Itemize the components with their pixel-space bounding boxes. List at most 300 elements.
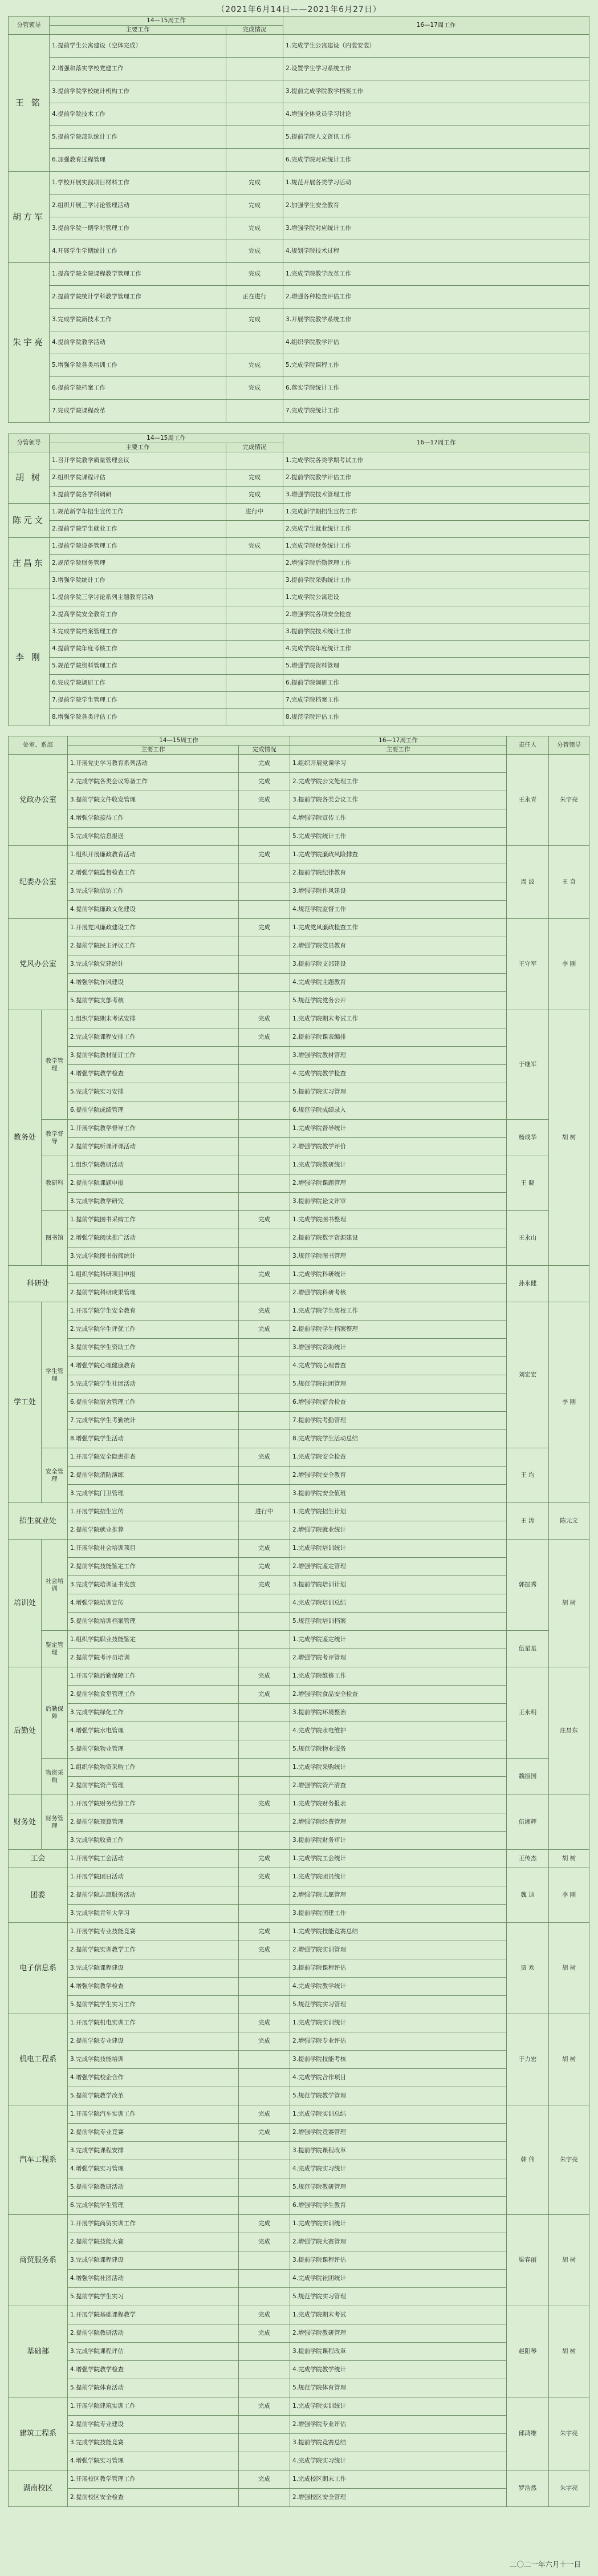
work-item-week2: 2.增强学院鉴定管理 <box>290 1558 507 1576</box>
table-row <box>9 1740 589 1759</box>
work-item-week2: 3.提前学院技术统计工作 <box>283 623 589 641</box>
completion-status <box>239 1430 290 1448</box>
completion-status <box>239 1631 290 1649</box>
responsible-person: 王永明 <box>507 1667 549 1759</box>
work-item-week2: 1.完成学院团员统计 <box>290 1868 507 1886</box>
work-item-week2: 1.完成学院实训统计 <box>290 2215 507 2233</box>
completion-status: 完成 <box>239 1266 290 1284</box>
work-item-week2: 1.完成学院实训总结 <box>290 2105 507 2124</box>
completion-status: 完成 <box>226 354 283 377</box>
work-item-week2: 3.开展学院教学系统工作 <box>283 309 589 331</box>
table-row <box>9 1174 589 1193</box>
work-item-week1: 3.完成学院新技术工作 <box>50 309 226 331</box>
table-row <box>9 1101 589 1120</box>
table-row <box>9 2105 589 2124</box>
table-row <box>9 641 589 658</box>
work-item-week2: 1.完成学院安全检查 <box>290 1448 507 1467</box>
work-item-week1: 7.完成学院课程改革 <box>50 400 226 423</box>
work-item-week1: 1.组织学院职业技能鉴定 <box>68 1631 239 1649</box>
work-item-week1: 1.开展学院汽车实训工作 <box>68 2105 239 2124</box>
leader-table-2 <box>8 434 589 726</box>
sub-department-name: 社会培训 <box>42 1540 68 1631</box>
sub-department-name: 安全管理 <box>42 1448 68 1503</box>
work-item-week2: 1.完成学院实训统计 <box>290 2014 507 2032</box>
table-row <box>9 521 589 538</box>
completion-status: 进行中 <box>239 1503 290 1521</box>
completion-status <box>239 1065 290 1083</box>
work-item-week1: 3.完成学院图书借阅统计 <box>68 1248 239 1266</box>
work-item-week1: 2.增强和落实学校党建工作 <box>50 58 226 80</box>
responsible-person: 周 波 <box>507 846 549 919</box>
work-item-week2: 1.完成学院财务报表 <box>290 1795 507 1813</box>
completion-status: 完成 <box>239 2470 290 2489</box>
completion-status: 完成 <box>239 2306 290 2324</box>
work-item-week1: 1.提高学院全院课程教学管理工作 <box>50 263 226 286</box>
work-item-week2: 3.提前完成学院教学档案工作 <box>283 80 589 103</box>
work-item-week2: 2.增强学院志愿管理 <box>290 1886 507 1905</box>
table-row <box>9 2379 589 2397</box>
completion-status <box>239 1339 290 1357</box>
work-item-week1: 2.提前学院考评员培训 <box>68 1649 239 1667</box>
document-date: 二〇二一年六月十一日 <box>509 2560 581 2569</box>
supervising-leader: 胡 树 <box>549 1850 589 1868</box>
work-item-week1: 1.组织学院期末考试安排 <box>68 1010 239 1028</box>
work-item-week1: 2.提前学院消防演练 <box>68 1467 239 1485</box>
completion-status: 完成 <box>239 1010 290 1028</box>
work-item-week2: 1.完成校区期末工作 <box>290 2470 507 2489</box>
completion-status <box>239 1467 290 1485</box>
work-item-week1: 2.提前学院预算管理 <box>68 1813 239 1832</box>
work-item-week1: 1.组织学院物资采购工作 <box>68 1759 239 1777</box>
completion-status: 完成 <box>239 1868 290 1886</box>
table-row <box>9 864 589 882</box>
table-row <box>9 955 589 974</box>
supervising-leader: 李 刚 <box>549 1868 589 1923</box>
table-row <box>9 606 589 623</box>
responsible-person: 于力宏 <box>507 2014 549 2105</box>
work-item-week1: 1.开展学院财务结算工作 <box>68 1795 239 1813</box>
work-item-week1: 2.增强学院监督检查工作 <box>68 864 239 882</box>
work-item-week1: 8.增强学院学生活动 <box>68 1430 239 1448</box>
work-item-week2: 3.增强学院技术管理工作 <box>283 487 589 504</box>
work-item-week2: 1.规范开展各类学习活动 <box>283 172 589 195</box>
table-row <box>9 1156 589 1174</box>
responsible-person: 孙永健 <box>507 1266 549 1302</box>
sub-department-name: 后勤保障 <box>42 1667 68 1759</box>
table-row <box>9 126 589 149</box>
completion-status: 完成 <box>226 217 283 240</box>
table-row <box>9 35 589 58</box>
work-item-week1: 3.完成学院技能培训 <box>68 2051 239 2069</box>
table-row <box>9 2324 589 2343</box>
work-item-week2: 5.规范学院体育管理 <box>290 2379 507 2397</box>
completion-status <box>239 828 290 846</box>
completion-status <box>226 692 283 709</box>
table-row <box>9 1229 589 1248</box>
table-row <box>9 2032 589 2051</box>
completion-status: 完成 <box>226 263 283 286</box>
table-row <box>9 1266 589 1284</box>
work-item-week1: 3.完成学院收费工作 <box>68 1832 239 1850</box>
completion-status <box>239 1083 290 1101</box>
work-item-week2: 5.完成学院统计工作 <box>290 828 507 846</box>
completion-status <box>239 1248 290 1266</box>
work-item-week1: 2.提前学院专业建设 <box>68 2416 239 2434</box>
completion-status: 完成 <box>239 1941 290 1959</box>
work-item-week1: 1.组织学院科研项目申报 <box>68 1266 239 1284</box>
header-main-work: 主要工作 <box>290 746 507 755</box>
work-item-week1: 3.完成学院档案管理工作 <box>50 623 226 641</box>
work-item-week2: 2.提前学院数字资源建设 <box>290 1229 507 1248</box>
table-row <box>9 1284 589 1302</box>
work-item-week1: 2.组织开展三学讨论管理活动 <box>50 195 226 217</box>
work-item-week1: 1.开展学院安全隐患排查 <box>68 1448 239 1467</box>
work-item-week2: 2.增强学院资产清查 <box>290 1777 507 1795</box>
completion-status <box>239 1229 290 1248</box>
table-row <box>9 504 589 521</box>
work-item-week2: 3.增强学院对应统计工作 <box>283 217 589 240</box>
completion-status <box>226 400 283 423</box>
completion-status <box>239 809 290 828</box>
responsible-person: 郭振秀 <box>507 1540 549 1631</box>
work-item-week2: 1.完成学院学生离校工作 <box>290 1302 507 1321</box>
work-item-week2: 3.提前学院培训计划 <box>290 1576 507 1594</box>
work-item-week2: 2.完成学院公文处理工作 <box>290 773 507 791</box>
table-row <box>9 1667 589 1686</box>
completion-status: 完成 <box>226 309 283 331</box>
work-item-week2: 4.完成学院实习统计 <box>290 2160 507 2178</box>
completion-status <box>239 1594 290 1613</box>
completion-status: 完成 <box>226 377 283 400</box>
completion-status <box>239 2251 290 2270</box>
work-item-week2: 2.增强学院竞赛管理 <box>290 2124 507 2142</box>
work-item-week2: 1.完成学院工会统计 <box>290 1850 507 1868</box>
completion-status <box>239 1101 290 1120</box>
table-row <box>9 791 589 809</box>
completion-status <box>226 103 283 126</box>
work-item-week1: 5.增强学院各类培训工作 <box>50 354 226 377</box>
completion-status <box>226 555 283 572</box>
department-name: 培训处 <box>9 1540 42 1667</box>
header-week1: 14—15周工作 <box>50 17 283 26</box>
work-item-week1: 4.开展学生学期统计工作 <box>50 240 226 263</box>
department-name: 纪委办公室 <box>9 846 68 919</box>
header-owner: 责任人 <box>507 736 549 755</box>
table-row <box>9 240 589 263</box>
supervising-leader: 李 刚 <box>549 919 589 1010</box>
work-item-week1: 1.开展学院基础课程教学 <box>68 2306 239 2324</box>
work-item-week1: 5.提前学院部队统计工作 <box>50 126 226 149</box>
table-row <box>9 919 589 937</box>
work-item-week1: 4.增强学院教学检查 <box>68 1065 239 1083</box>
table-row <box>9 309 589 331</box>
table-row <box>9 538 589 555</box>
work-item-week1: 1.召开学院教学质量管理会议 <box>50 452 226 469</box>
table-row <box>9 1430 589 1448</box>
table-row <box>9 901 589 919</box>
work-item-week2: 4.完成学院心理普查 <box>290 1357 507 1375</box>
table-row <box>9 1886 589 1905</box>
work-item-week1: 6.加强教育过程管理 <box>50 149 226 172</box>
table-row <box>9 846 589 864</box>
table-row <box>9 172 589 195</box>
work-item-week1: 3.提前学院一期学时管理工作 <box>50 217 226 240</box>
completion-status <box>239 1832 290 1850</box>
work-item-week1: 3.完成学院课程建设 <box>68 1959 239 1978</box>
supervising-leader: 胡 树 <box>549 2215 589 2306</box>
work-item-week2: 6.增强学院学生教育 <box>290 2197 507 2215</box>
work-item-week2: 3.提前学院技能考核 <box>290 2051 507 2069</box>
department-name: 商贸服务系 <box>9 2215 68 2306</box>
table-row <box>9 2251 589 2270</box>
completion-status: 完成 <box>239 1211 290 1229</box>
work-item-week2: 5.完成学院课程工作 <box>283 354 589 377</box>
completion-status <box>239 1759 290 1777</box>
table-row <box>9 400 589 423</box>
work-item-week2: 8.规范学院评估工作 <box>283 709 589 726</box>
work-item-week2: 3.提前学院环境整治 <box>290 1704 507 1722</box>
department-name: 招生就业处 <box>9 1503 68 1540</box>
table-row <box>9 1795 589 1813</box>
work-item-week1: 4.增强学院培训宣传 <box>68 1594 239 1613</box>
leader-name: 胡 树 <box>9 452 50 504</box>
sub-department-name: 教学督导 <box>42 1120 68 1156</box>
completion-status: 完成 <box>226 240 283 263</box>
work-item-week1: 6.提前学院成绩管理 <box>68 1101 239 1120</box>
completion-status: 完成 <box>226 172 283 195</box>
work-item-week1: 1.开展学院专业技能竞赛 <box>68 1923 239 1941</box>
work-item-week2: 5.规范学院党务公开 <box>290 992 507 1010</box>
work-item-week2: 2.增强各种检查评估工作 <box>283 286 589 309</box>
work-item-week1: 2.提前校区安全检查 <box>68 2489 239 2507</box>
leader-name: 朱宇亮 <box>9 263 50 423</box>
work-item-week1: 2.提前学院专业建设 <box>68 2032 239 2051</box>
work-item-week2: 2.增强学院各项安全检查 <box>283 606 589 623</box>
completion-status <box>239 2379 290 2397</box>
work-item-week2: 1.完成学院期末考试工作 <box>290 1010 507 1028</box>
header-completion: 完成情况 <box>226 443 283 452</box>
work-item-week2: 2.增强学院教学评价 <box>290 1138 507 1156</box>
sub-department-name: 教研科 <box>42 1156 68 1211</box>
work-item-week2: 1.完成学院培训统计 <box>290 1540 507 1558</box>
work-item-week2: 1.组织开展党课学习 <box>290 755 507 773</box>
completion-status: 完成 <box>239 2324 290 2343</box>
work-item-week1: 4.增强学院水电管理 <box>68 1722 239 1740</box>
work-item-week1: 1.提前学院设备管理工作 <box>50 538 226 555</box>
work-item-week1: 2.提前学院统计学科教学管理工作 <box>50 286 226 309</box>
table-row <box>9 882 589 901</box>
work-item-week2: 2.增强学院专业评估 <box>290 2032 507 2051</box>
completion-status <box>239 1704 290 1722</box>
supervising-leader: 朱宇亮 <box>549 755 589 846</box>
table-row <box>9 937 589 955</box>
completion-status: 完成 <box>239 1923 290 1941</box>
work-item-week2: 5.规范学院物业服务 <box>290 1740 507 1759</box>
work-item-week1: 3.完成学院青年大学习 <box>68 1905 239 1923</box>
table-row <box>9 2416 589 2434</box>
work-item-week2: 3.增强学院教材管理 <box>290 1047 507 1065</box>
table-row <box>9 1375 589 1394</box>
work-item-week1: 4.增强学院接待工作 <box>68 809 239 828</box>
table-row <box>9 992 589 1010</box>
work-item-week1: 1.组织学院教研活动 <box>68 1156 239 1174</box>
work-item-week1: 8.增强学院各类评估工作 <box>50 709 226 726</box>
work-item-week2: 2.加强学生安全教育 <box>283 195 589 217</box>
table-row <box>9 2124 589 2142</box>
completion-status <box>239 2069 290 2087</box>
completion-status <box>226 58 283 80</box>
work-item-week2: 1.完成学院维修工作 <box>290 1667 507 1686</box>
completion-status: 完成 <box>239 2233 290 2251</box>
work-item-week1: 2.提前学院学生就业工作 <box>50 521 226 538</box>
completion-status <box>239 1193 290 1211</box>
work-item-week1: 1.开展学院建筑实训工作 <box>68 2397 239 2416</box>
work-item-week2: 1.完成学院技能竞赛总结 <box>290 1923 507 1941</box>
department-name: 机电工程系 <box>9 2014 68 2105</box>
header-department: 处室、系部 <box>9 736 68 755</box>
header-completion: 完成情况 <box>239 746 290 755</box>
table-row <box>9 773 589 791</box>
work-item-week1: 3.完成学院绿化工作 <box>68 1704 239 1722</box>
work-item-week2: 1.完成学院教研统计 <box>290 1156 507 1174</box>
leader-name: 胡方军 <box>9 172 50 263</box>
work-item-week2: 4.完成学院主题教育 <box>290 974 507 992</box>
work-item-week2: 3.提前学院各类会议工作 <box>290 791 507 809</box>
completion-status <box>226 80 283 103</box>
work-item-week1: 4.提前学院廉政文化建设 <box>68 901 239 919</box>
work-item-week1: 4.提前学院教学活动 <box>50 331 226 354</box>
table-row <box>9 2397 589 2416</box>
completion-status: 完成 <box>239 2397 290 2416</box>
completion-status: 完成 <box>226 195 283 217</box>
table-row <box>9 1978 589 1996</box>
supervising-leader: 李 刚 <box>549 1302 589 1503</box>
work-item-week2: 1.完成学院招生计划 <box>290 1503 507 1521</box>
completion-status: 完成 <box>239 755 290 773</box>
work-item-week1: 2.完成学院课程安排工作 <box>68 1028 239 1047</box>
table-row <box>9 589 589 606</box>
work-item-week1: 5.完成学院学生社团活动 <box>68 1375 239 1394</box>
completion-status <box>239 2361 290 2379</box>
completion-status: 完成 <box>239 2032 290 2051</box>
department-name: 基础部 <box>9 2306 68 2397</box>
completion-status: 完成 <box>239 1576 290 1594</box>
table-row <box>9 2470 589 2489</box>
work-item-week1: 5.提前学院学生实习 <box>68 2288 239 2306</box>
table-row <box>9 80 589 103</box>
work-item-week2: 5.规范学院实习管理 <box>290 2288 507 2306</box>
completion-status <box>239 974 290 992</box>
work-item-week1: 3.完成学院课程建设 <box>68 2251 239 2270</box>
work-item-week2: 2.增强学院食品安全检查 <box>290 1686 507 1704</box>
work-item-week1: 5.提前学院物业管理 <box>68 1740 239 1759</box>
work-item-week1: 1.学校开展实践项目材料工作 <box>50 172 226 195</box>
work-item-week1: 2.提前学院实训教学工作 <box>68 1941 239 1959</box>
supervising-leader: 朱宇亮 <box>549 2397 589 2470</box>
completion-status <box>239 1047 290 1065</box>
work-item-week2: 5.增强学院资料管理 <box>283 658 589 675</box>
work-item-week2: 3.提前学院支部建设 <box>290 955 507 974</box>
table-row <box>9 195 589 217</box>
work-item-week1: 1.开展党风廉政建设工作 <box>68 919 239 937</box>
completion-status <box>239 2197 290 2215</box>
completion-status: 完成 <box>226 469 283 487</box>
completion-status <box>239 1485 290 1503</box>
work-item-week2: 4.完成学院培训总结 <box>290 1594 507 1613</box>
header-leader: 分管领导 <box>9 17 50 35</box>
header-week2: 16—17周工作 <box>283 434 589 452</box>
work-item-week2: 2.提前学院教学评估工作 <box>283 469 589 487</box>
table-row <box>9 1467 589 1485</box>
work-item-week1: 5.规范学院资料管理工作 <box>50 658 226 675</box>
responsible-person: 韩 伟 <box>507 2105 549 2215</box>
completion-status: 完成 <box>239 773 290 791</box>
completion-status <box>226 572 283 589</box>
work-item-week1: 2.提前学院专业竞赛 <box>68 2124 239 2142</box>
work-item-week2: 1.完成学院公寓建设 <box>283 589 589 606</box>
table-row <box>9 2051 589 2069</box>
work-item-week1: 6.完成学院学生管理 <box>68 2197 239 2215</box>
table-row <box>9 2178 589 2197</box>
work-item-week1: 5.提前学院体育活动 <box>68 2379 239 2397</box>
table-row <box>9 2489 589 2507</box>
work-item-week1: 5.提前学院教学改革 <box>68 2087 239 2105</box>
work-item-week2: 1.完成学院图书整理 <box>290 1211 507 1229</box>
completion-status: 完成 <box>239 919 290 937</box>
supervising-leader <box>549 1795 589 1850</box>
completion-status <box>239 2051 290 2069</box>
responsible-person: 魏 迪 <box>507 1868 549 1923</box>
work-item-week1: 3.完成学院课程评估 <box>68 2343 239 2361</box>
supervising-leader: 胡 树 <box>549 1923 589 2014</box>
responsible-person: 伍湘辉 <box>507 1795 549 1850</box>
work-item-week2: 3.提前学院安全值班 <box>290 1485 507 1503</box>
completion-status <box>239 2434 290 2452</box>
responsible-person: 贾 欢 <box>507 1923 549 2014</box>
table-row <box>9 1083 589 1101</box>
work-item-week1: 1.提前学院图书采购工作 <box>68 1211 239 1229</box>
work-item-week2: 6.增强学院宿舍检查 <box>290 1394 507 1412</box>
work-item-week2: 4.完成学院教学检查 <box>290 1065 507 1083</box>
sub-department-name: 教学管理 <box>42 1010 68 1120</box>
table-row <box>9 2215 589 2233</box>
work-item-week2: 2.提前学院课表编排 <box>290 1028 507 1047</box>
table-row <box>9 809 589 828</box>
completion-status <box>239 937 290 955</box>
supervising-leader: 胡 树 <box>549 2014 589 2105</box>
supervising-leader: 朱宇亮 <box>549 2470 589 2507</box>
work-item-week2: 1.完成学院采购统计 <box>290 1759 507 1777</box>
work-item-week2: 1.完成学生公寓建设（内装安装） <box>283 35 589 58</box>
work-item-week2: 3.提前学院课程改革 <box>290 2142 507 2160</box>
work-item-week2: 1.完成学院实训统计 <box>290 2397 507 2416</box>
completion-status: 完成 <box>239 1540 290 1558</box>
completion-status <box>239 2178 290 2197</box>
table-row <box>9 2288 589 2306</box>
table-row <box>9 2160 589 2178</box>
table-row <box>9 1211 589 1229</box>
department-table <box>8 736 589 2507</box>
completion-status <box>239 2452 290 2470</box>
department-name: 建筑工程系 <box>9 2397 68 2470</box>
completion-status <box>239 1284 290 1302</box>
work-item-week1: 2.增强学院阅读推广活动 <box>68 1229 239 1248</box>
work-item-week1: 2.提前学院教研活动 <box>68 2324 239 2343</box>
department-name: 团委 <box>9 1868 68 1923</box>
completion-status <box>226 521 283 538</box>
work-item-week1: 3.完成学院信访工作 <box>68 882 239 901</box>
completion-status: 完成 <box>239 2124 290 2142</box>
